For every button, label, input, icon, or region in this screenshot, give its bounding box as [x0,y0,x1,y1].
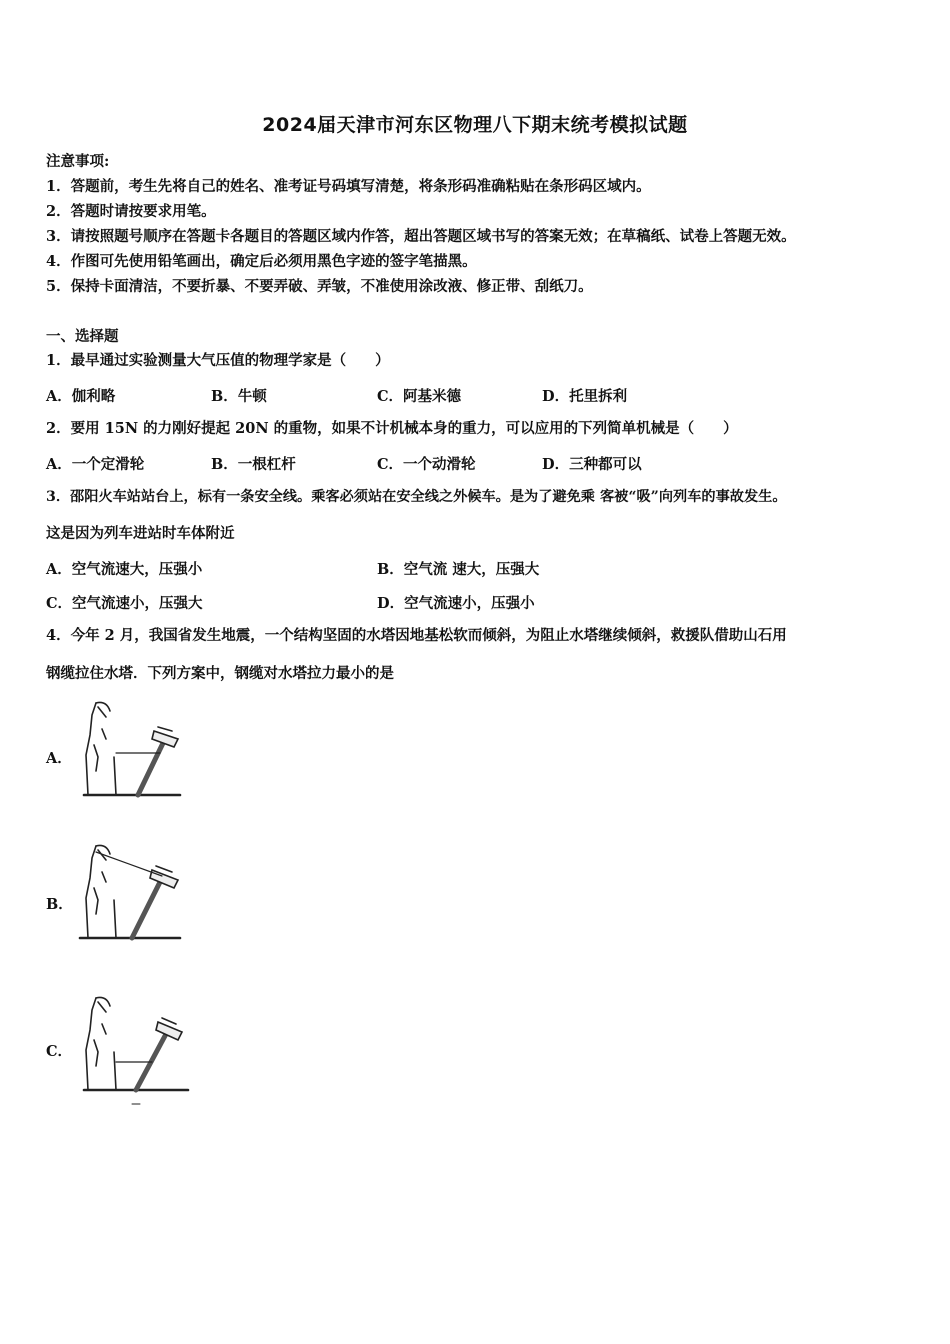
figure-a-water-tower [76,695,191,805]
notice-item-5: 5．保持卡面清洁，不要折暴、不要弄破、弄皱，不准使用涂改液、修正带、刮纸刀。 [46,278,593,295]
q2-option-b: B．一根杠杆 [211,456,296,473]
question-3-stem-line1: 3．邵阳火车站站台上，标有一条安全线。乘客必须站在安全线之外候车。是为了避免乘 客被“吸”向列车的事故发生。 [46,489,787,505]
q3-option-a: A．空气流速大，压强小 [46,561,203,578]
notice-item-1: 1．答题前，考生先将自己的姓名、准考证号码填写清楚，将条形码准确粘贴在条形码区域内。 [46,178,651,195]
q1-option-a: A．伽利略 [46,388,116,405]
notice-item-3: 3．请按照题号顺序在答题卡各题目的答题区域内作答，超出答题区域书写的答案无效；在草稿纸、试卷上答题无效。 [46,228,796,245]
q1-option-b: B．牛顿 [211,388,267,405]
figure-b-water-tower [76,838,191,948]
figure-c-label: C． [46,1043,73,1060]
q3-option-c: C．空气流速小，压强大 [46,595,203,612]
q2-option-d: D．三种都可以 [542,456,642,473]
figure-a-label: A． [46,750,72,767]
notice-item-2: 2．答题时请按要求用笔。 [46,203,216,220]
figure-c-water-tower [76,990,191,1110]
q3-option-b: B．空气流 速大，压强大 [377,561,540,578]
question-2-stem: 2．要用 15N 的力刚好提起 20N 的重物，如果不计机械本身的重力，可以应用的下列简单机械是（ ） [46,420,738,437]
figure-b-label: B． [46,896,73,913]
section-heading: 一、选择题 [46,328,119,345]
question-4-stem-line2: 钢缆拉住水塔．下列方案中，钢缆对水塔拉力最小的是 [46,665,394,682]
q2-option-c: C．一个动滑轮 [377,456,476,473]
q3-option-d: D．空气流速小，压强小 [377,595,535,612]
question-1-stem: 1．最早通过实验测量大气压值的物理学家是（ ） [46,352,390,369]
notice-item-4: 4．作图可先使用铅笔画出，确定后必须用黑色字迹的签字笔描黑。 [46,253,477,270]
q1-option-d: D．托里拆利 [542,388,628,405]
q1-option-c: C．阿基米德 [377,388,462,405]
question-3-stem-line2: 这是因为列车进站时车体附近 [46,525,235,542]
notice-heading: 注意事项: [46,153,110,170]
question-4-stem-line1: 4．今年 2 月，我国省发生地震，一个结构坚固的水塔因地基松软而倾斜，为阻止水塔继续倾斜，救援队借助山石用 [46,627,787,644]
q2-option-a: A．一个定滑轮 [46,456,145,473]
page-title: 2024届天津市河东区物理八下期末统考模拟试题 [262,114,688,136]
